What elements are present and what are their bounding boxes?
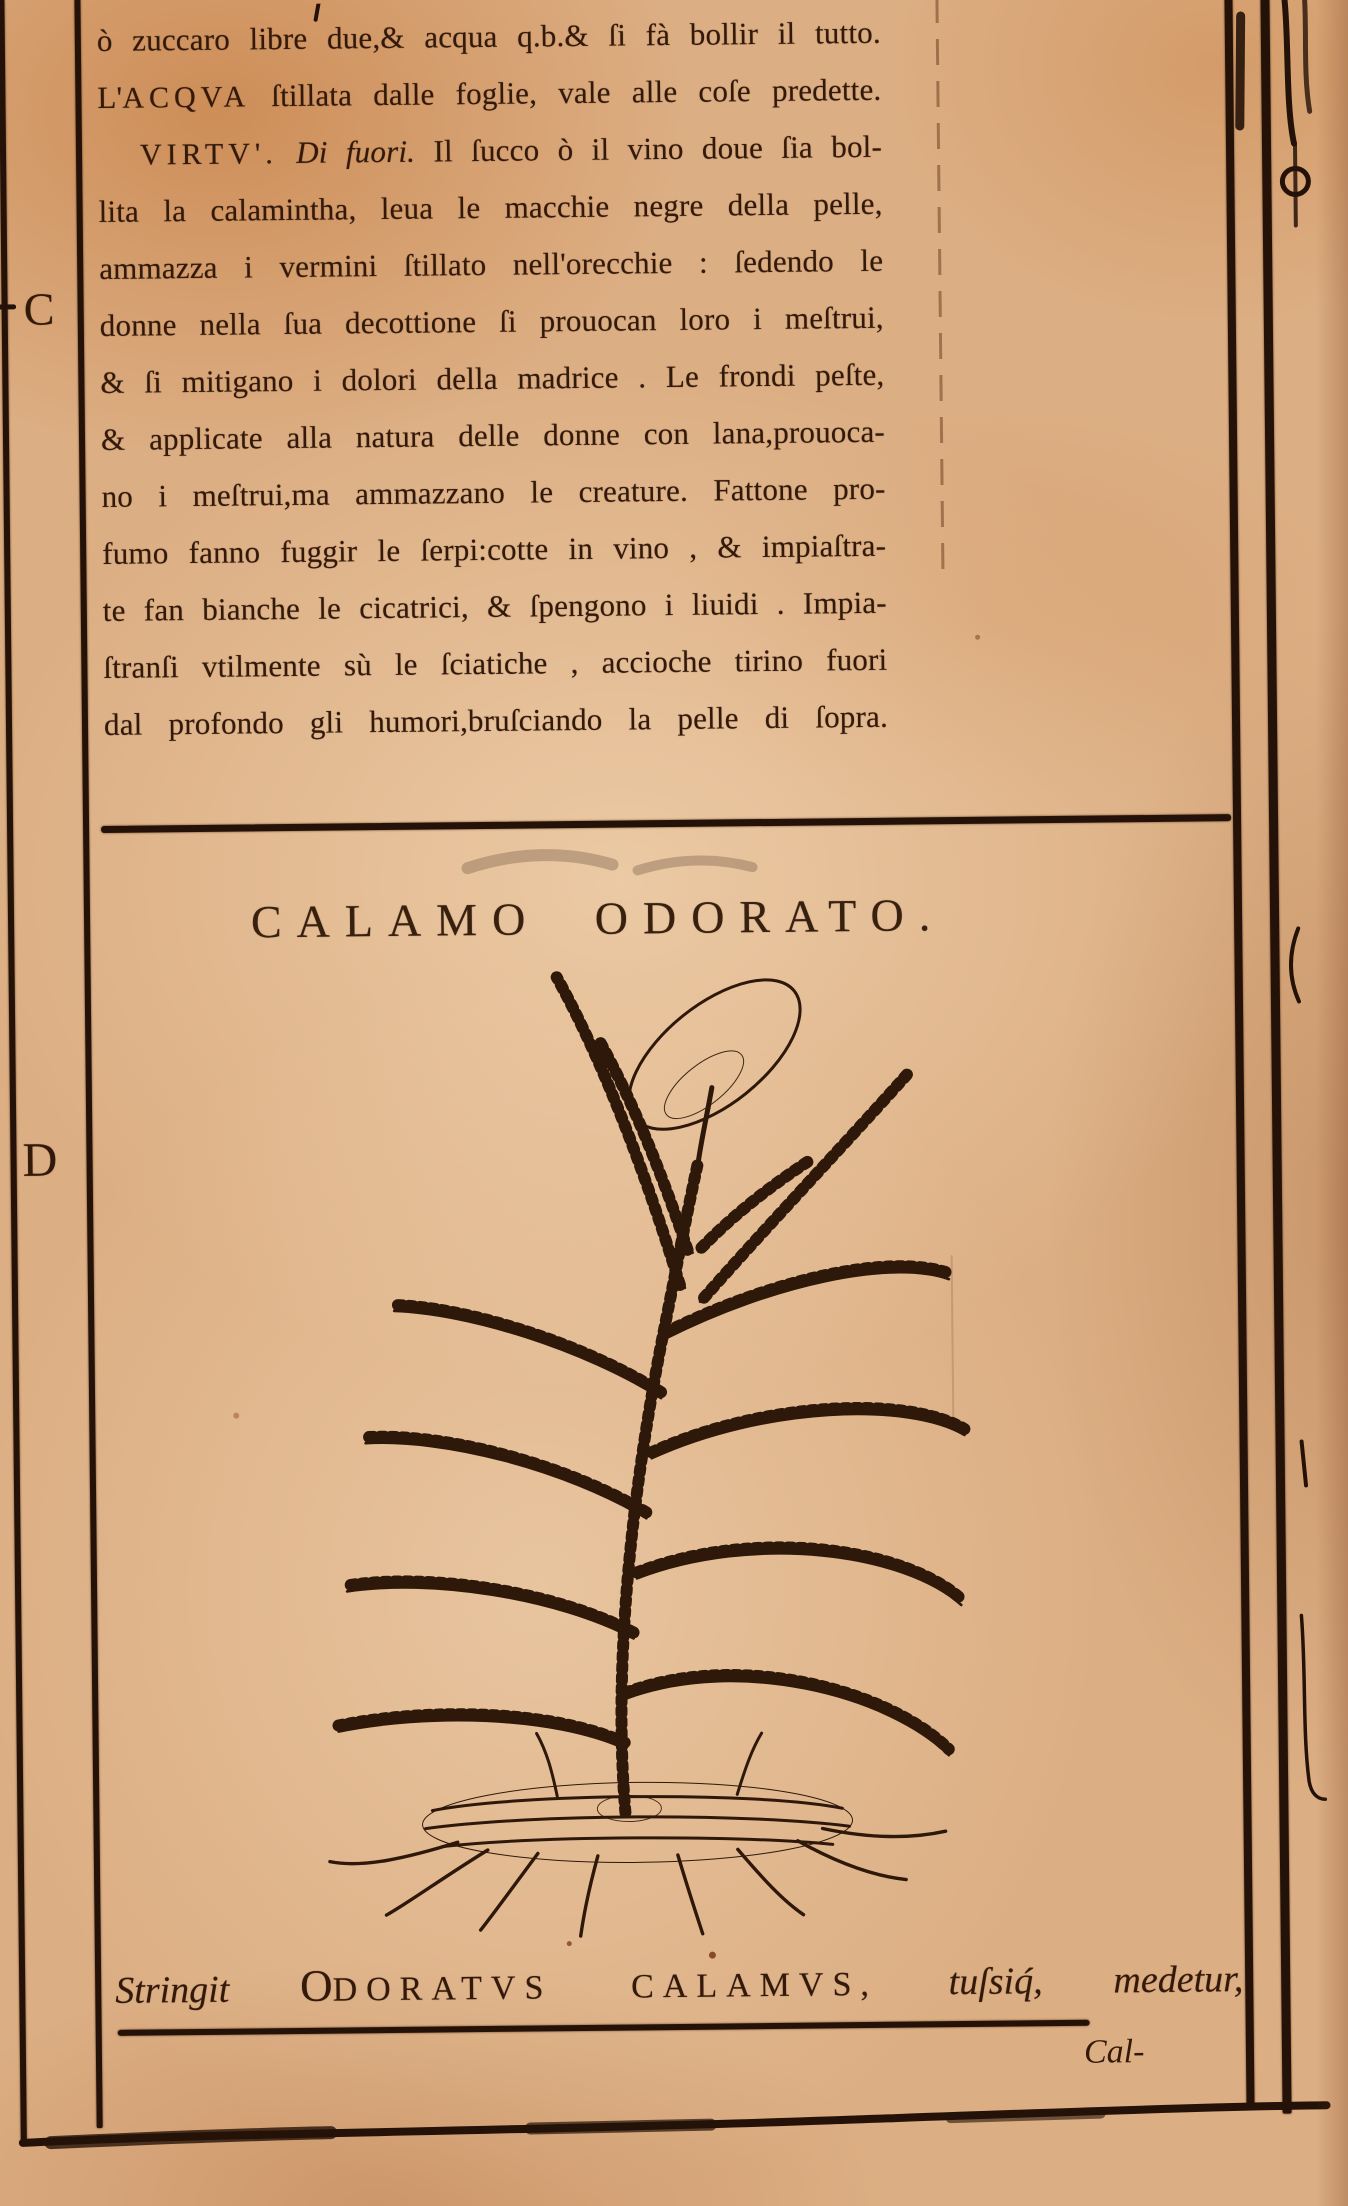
paragraph-line <box>99 232 884 297</box>
text-segment: L' <box>97 79 123 115</box>
paragraph-line <box>97 4 882 69</box>
page-edge-shadow <box>1316 0 1348 2206</box>
paragraph-line <box>102 517 887 582</box>
caption-underline-rule <box>118 2020 1090 2036</box>
ink-fleck <box>709 1952 716 1959</box>
margin-letter-d: D <box>22 1133 58 1187</box>
section-divider-rule <box>101 814 1231 833</box>
text-segment: Di fuori. <box>277 133 416 171</box>
text-segment: te fan bianche le cicatrici, & ſpengono i liuidi . Impia- <box>102 584 887 628</box>
catchword: Cal- <box>1083 2033 1145 2071</box>
right-border-rule-outer <box>1260 0 1291 2114</box>
text-segment: & applicate alla natura delle donne con lana,prouoca- <box>100 413 886 457</box>
right-margin-paren-mark <box>1291 928 1299 1001</box>
paragraph-line <box>103 631 888 696</box>
root-mass <box>329 1729 947 1938</box>
bottom-edge-streak <box>23 2105 1327 2143</box>
column-right-faint-rule <box>935 0 944 585</box>
ink-fleck <box>567 1941 572 1946</box>
text-segment: Stringit <box>115 1967 301 2012</box>
text-segment: Il ſucco ò il vino doue ſia bol- <box>414 128 883 169</box>
text-segment: ò zuccaro libre due,& acqua q.b.& ſi fà bollir il tutto. <box>96 14 881 58</box>
paragraph-block <box>97 4 889 753</box>
paragraph-line <box>98 118 883 183</box>
ink-fleck <box>233 1413 239 1419</box>
text-segment: O <box>299 1960 333 2011</box>
text-segment: DORATVS CALAMVS, <box>332 1965 879 2009</box>
text-segment: & ſi mitigano i dolori della madrice . Le frondi peſte, <box>100 356 885 400</box>
text-segment: lita la calamintha, leua le macchie negre della pelle, <box>98 185 883 229</box>
text-segment: ſtillata dalle foglie, vale alle coſe predette. <box>249 71 882 114</box>
paragraph-line <box>103 574 888 639</box>
calamus-woodcut-figure <box>248 947 978 1954</box>
text-segment: ſtranſi vtilmente sù le ſciatiche , accioche tirino fuori <box>103 641 888 685</box>
paragraph-line <box>100 346 885 411</box>
text-segment: fumo fanno fuggir le ſerpi:cotte in vino , & impiaſtra- <box>102 527 887 571</box>
right-margin-ornament-top <box>1280 0 1310 226</box>
spike-stalk <box>698 1088 713 1160</box>
text-left-border-rule <box>74 0 102 2128</box>
show-through-smudge <box>467 853 752 872</box>
paragraph-line <box>104 688 889 753</box>
text-segment: no i meſtrui,ma ammazzano le creature. Fattone pro- <box>101 470 886 514</box>
text-segment: tuſsiq́, medetur, <box>877 1958 1244 2004</box>
text-segment: ammazza i vermini ſtillato nell'orecchie : ſedendo le <box>99 242 884 286</box>
text-segment: VIRTV'. <box>139 137 278 172</box>
text-segment: ACQVA <box>122 80 251 115</box>
margin-letter-c: C <box>23 283 55 335</box>
caption-line <box>115 1950 1243 2014</box>
paragraph-line <box>100 289 885 354</box>
paragraph-line <box>101 460 886 525</box>
paragraph-line <box>101 403 886 468</box>
paragraph-line <box>97 61 882 126</box>
chapter-heading: CALAMO ODORATO. <box>250 889 946 948</box>
ink-fleck <box>975 635 980 640</box>
paragraph-line <box>98 175 883 240</box>
right-border-ink-dash <box>1239 16 1242 126</box>
text-segment: donne nella ſua decottione ſi prouocan loro i meſtrui, <box>99 299 884 343</box>
right-margin-tick <box>1302 1441 1306 1485</box>
right-border-rule-inner <box>1224 0 1254 2108</box>
text-segment: dal profondo gli humori,bruſciando la pelle di ſopra. <box>103 698 889 742</box>
